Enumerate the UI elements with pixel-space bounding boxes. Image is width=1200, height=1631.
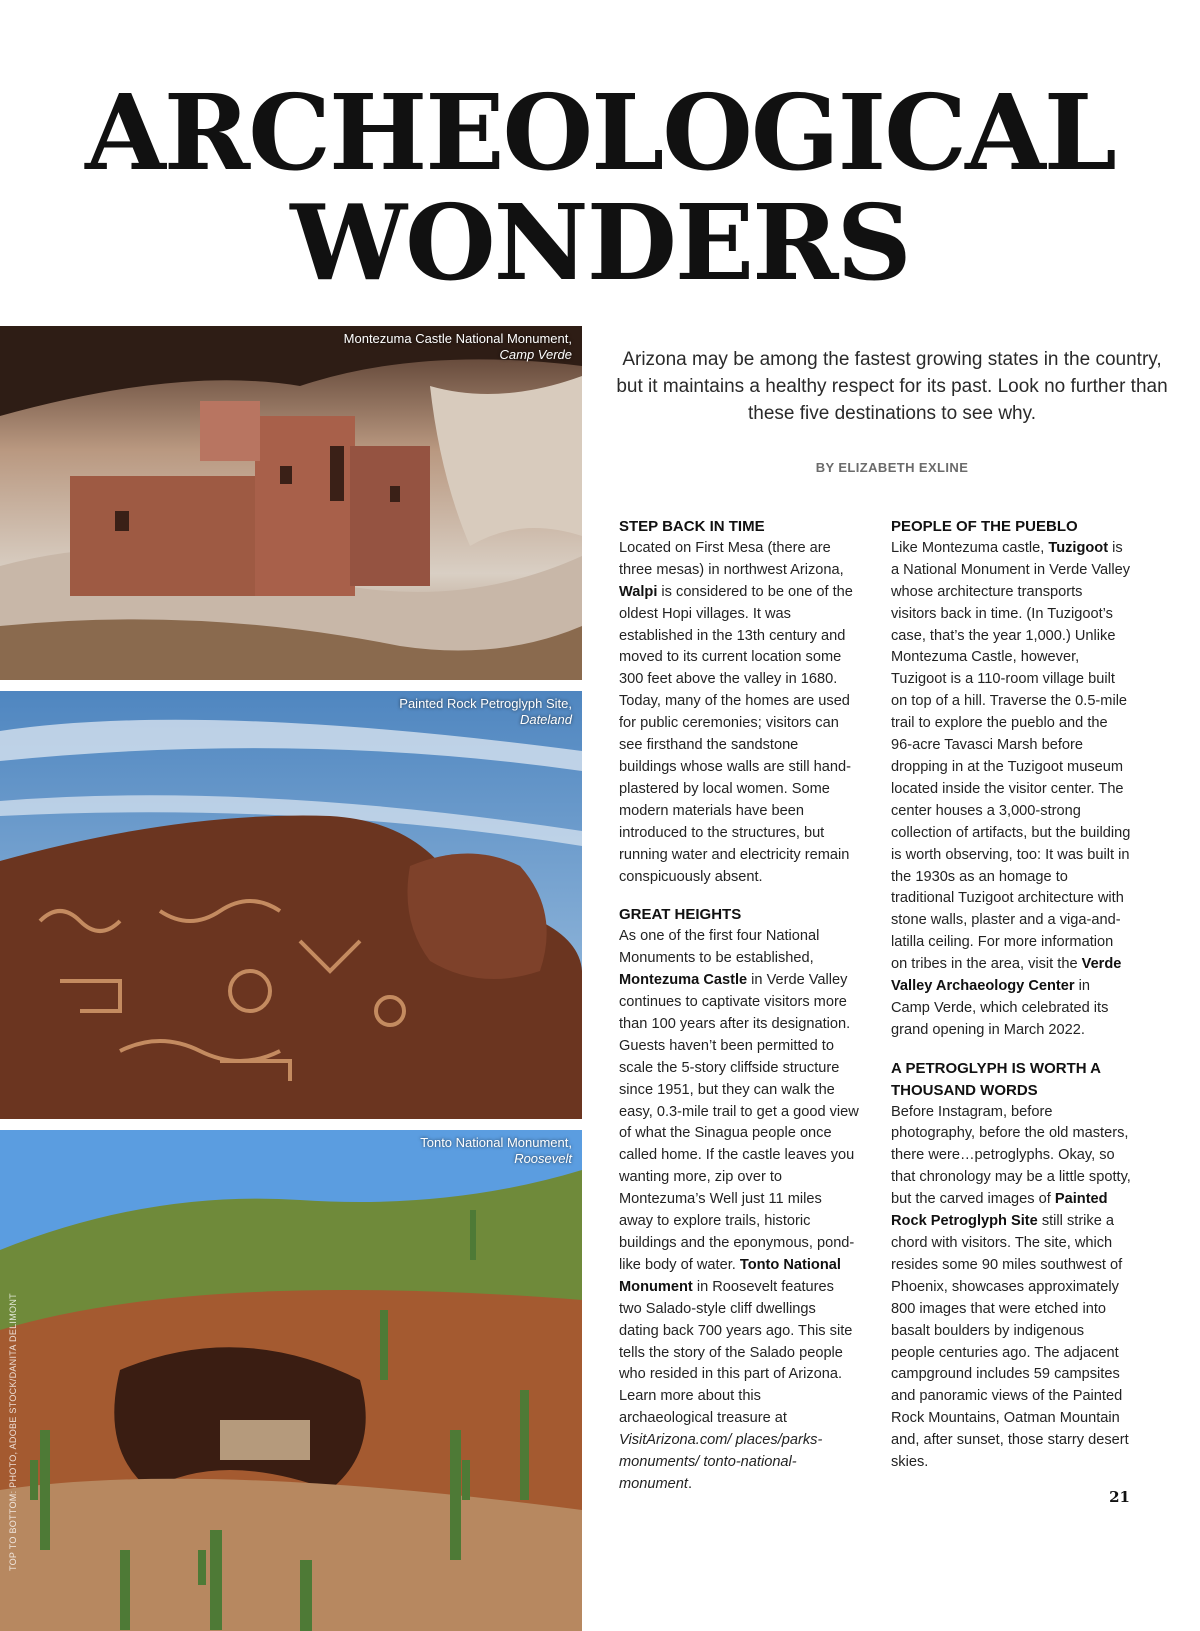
place-name: Tonto National Monument bbox=[619, 1256, 841, 1295]
section-body: Like Montezuma castle, Tuzigoot is a National Monument in Verde Valley whose architecture transports visitors back in time. (In Tuzigoot’s case, that’s the year 1,000.) Unlike Montezuma Castle, however, Tuzigoot is a 110-room village built on top of a hill. Traverse the 0.5-mile trail to explore the pueblo and the 96-acre Tavasci Marsh before dropping in at the Tuzigoot museum located inside the visitor center. The center houses a 3,000-strong collection of artifacts, but the building is worth observing, too: It was built in the 1930s as an homage to traditional Tuzigoot architecture with stone walls, plaster and a viga-and-latilla ceiling. For more information on tribes in the area, visit the Verde Valley Archaeology Center in Camp Verde, which celebrated its grand opening in March 2022. bbox=[891, 539, 1131, 1038]
photo-painted-rock bbox=[0, 691, 582, 1119]
place-name: Painted Rock Petroglyph Site bbox=[891, 1191, 1108, 1230]
article-title bbox=[0, 71, 1200, 304]
title-line-2: WONDERS bbox=[290, 181, 910, 304]
place-name: Tuzigoot bbox=[1048, 539, 1109, 556]
place-name: Walpi bbox=[619, 583, 658, 600]
photo-caption: Painted Rock Petroglyph Site, Dateland bbox=[399, 696, 572, 727]
photo-caption: Tonto National Monument, Roosevelt bbox=[420, 1135, 572, 1166]
title-line-1: ARCHEOLOGICAL bbox=[85, 71, 1115, 194]
section-pueblo bbox=[891, 516, 1131, 1042]
section-heading: GREAT HEIGHTS bbox=[619, 906, 742, 924]
photo-tonto bbox=[0, 1130, 582, 1631]
photo-caption: Montezuma Castle National Monument, Camp Verde bbox=[343, 331, 572, 362]
byline: BY ELIZABETH EXLINE bbox=[815, 460, 969, 475]
page-number: 21 bbox=[1109, 1488, 1130, 1506]
saguaro-hillside-photo-icon bbox=[0, 1130, 582, 1631]
caption-place: Dateland bbox=[519, 712, 572, 727]
section-great-heights bbox=[619, 904, 859, 1495]
section-step-back bbox=[619, 516, 859, 888]
caption-place: Camp Verde bbox=[499, 347, 572, 362]
caption-place: Roosevelt bbox=[514, 1151, 572, 1166]
photo-credit: TOP TO BOTTOM: PHOTO, ADOBE STOCK/DANITA DELIMONT bbox=[8, 1293, 18, 1571]
place-name: Verde Valley Archaeology Center bbox=[891, 956, 1122, 995]
section-heading: PEOPLE OF THE PUEBLO bbox=[891, 518, 1078, 535]
website-link[interactable]: VisitArizona.com/ places/parks-monuments/ tonto-national-monument bbox=[619, 1432, 823, 1492]
place-name: Montezuma Castle bbox=[619, 972, 748, 989]
section-body: Before Instagram, before photography, before the old masters, there were…petroglyphs. Okay, so that chronology may be a little spotty, but the carved images of Painted Rock Petroglyph Site still strike a chord with visitors. The site, which resides some 90 miles southwest of Phoenix, showcases approximately 800 images that were etched into basalt boulders by indigenous people centuries ago. The adjacent campground includes 59 campsites and panoramic views of the Painted Rock Mountains, Oatman Mountain and, after sunset, those starry desert skies. bbox=[891, 1103, 1131, 1471]
section-petroglyph bbox=[891, 1058, 1131, 1474]
section-heading: STEP BACK IN TIME bbox=[619, 518, 765, 535]
intro-deck: Arizona may be among the fastest growing states in the country, but it maintains a healthy respect for its past. Look no further than these five destinations to see why. bbox=[616, 349, 1168, 424]
photo-montezuma-castle bbox=[0, 326, 582, 680]
section-body: Located on First Mesa (there are three mesas) in northwest Arizona, Walpi is considered to be one of the oldest Hopi villages. It was established in the 13th century and moved to its current location some 300 feet above the valley in 1680. Today, many of the homes are used for public ceremonies; visitors can see firsthand the sandstone buildings whose walls are still hand-plastered by local women. Some modern materials have been introduced to the structures, but running water and electricity remain conspicuously absent. bbox=[619, 539, 853, 885]
section-heading: A PETROGLYPH IS WORTH A THOUSAND WORDS bbox=[891, 1059, 1101, 1099]
cliff-dwelling-photo-icon bbox=[0, 326, 582, 680]
petroglyph-boulder-photo-icon bbox=[0, 691, 582, 1119]
text-column-right bbox=[891, 516, 1131, 1490]
section-body: As one of the first four National Monuments to be established, Montezuma Castle in Verde Valley continues to captivate visitors more than 100 years after its designation. Guests haven’t been permitted to scale the 5-story cliffside structure since 1951, but they can walk the easy, 0.3-mile trail to get a good view of what the Sinagua people once called home. If the castle leaves you wanting more, zip over to Montezuma’s Well just 11 miles away to explore trails, historic buildings and the eponymous, pond-like body of water. Tonto National Monument in Roosevelt features two Salado-style cliff dwellings dating back 700 years ago. This site tells the story of the Salado people who resided in this part of Arizona. Learn more about this archaeological treasure at VisitArizona.com/ places/parks-monuments/ tonto-national-monument. bbox=[619, 928, 859, 1492]
text-column-left bbox=[619, 516, 859, 1512]
